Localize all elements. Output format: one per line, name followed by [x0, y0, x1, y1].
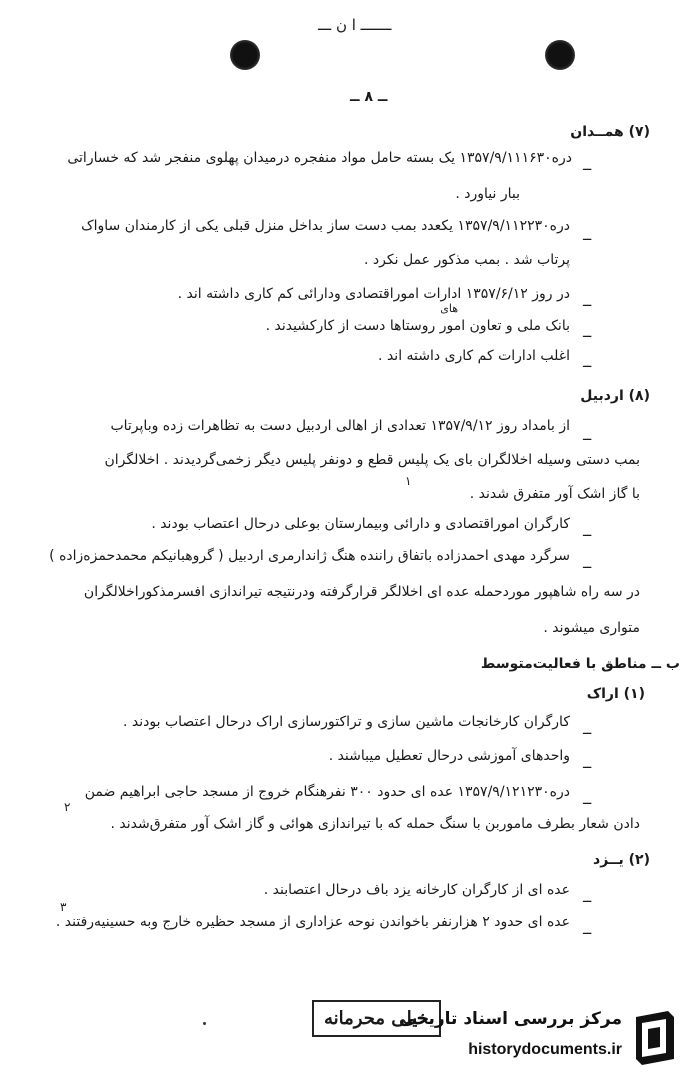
- watermark-text-en: historydocuments.ir: [468, 1041, 622, 1058]
- ardabil-item-3: سرگرد مهدی احمدزاده باتفاق راننده هنگ ژاندارمری اردبیل ( گروهبانیکم محمدحمزەزاده ): [49, 548, 570, 564]
- ardabil-item-1-cont: بمب دستی وسیله اخلالگران بای یک پلیس قطع و دونفر پلیس دیگر زخمی‌گردیدند . اخلالگران: [104, 452, 640, 468]
- page-number: ــ ۸ ــ: [350, 89, 388, 105]
- hamedan-item-2: درە۱۳۵۷/۹/۱۱۲۲۳۰ یکعدد بمب دست ساز بداخل منزل قبلی یکی از کارمندان ساواک: [81, 218, 570, 234]
- section-ardabil-heading: (۸) اردبیل: [580, 388, 650, 404]
- section-yazd-heading: (۲) یــزد: [593, 852, 650, 868]
- ardabil-item-1-cont2: با گاز اشک آور متفرق شدند .: [469, 486, 640, 502]
- bullet-dash: ــ: [583, 922, 592, 938]
- bullet-dash: ــ: [583, 428, 592, 444]
- yazd-item-1: عده ای از کارگران کارخانه یزد باف درحال اعتصابند .: [263, 882, 570, 898]
- ink-dot: [203, 1022, 206, 1025]
- bullet-dash: ــ: [583, 158, 592, 174]
- ardabil-item-3-cont2: متواری میشوند .: [543, 620, 640, 636]
- ardabil-item-1: از بامداد روز ۱۳۵۷/۹/۱۲ تعدادی از اهالی اردبیل دست به تظاهرات زده وباپرتاب: [110, 418, 570, 434]
- arak-item-3-cont: دادن شعار بطرف ماموربن با سنگ حمله که با تیراندازی هوائی و گاز اشک آور متفرق‌شدند .: [110, 816, 640, 832]
- section-b-heading: ب ــ مناطق با فعالیت‌متوسط: [480, 656, 680, 672]
- bullet-dash: ــ: [583, 556, 592, 572]
- arak-item-3: درە۱۳۵۷/۹/۱۲۱۲۳۰ عده ای حدود ۳۰۰ نفرهنگام خروج از مسجد حاجی ابراهیم ضمن: [84, 784, 570, 800]
- hamedan-item-4: بانک ملی و تعاون امور روستاها دست از کارکشیدند .: [265, 318, 570, 334]
- margin-note-1: ۱: [405, 474, 412, 488]
- archive-logo-icon: [628, 1007, 682, 1067]
- bullet-dash: ــ: [583, 294, 592, 310]
- hamedan-item-3: در روز ۱۳۵۷/۶/۱۲ ادارات اموراقتصادی ودارائی کم کاری داشته اند .: [177, 286, 570, 302]
- hamedan-item-1-cont: ببار نیاورد .: [455, 186, 520, 202]
- punch-hole-left: [230, 40, 260, 70]
- header-mark: ـــــــ ا ن ـــ: [318, 16, 392, 34]
- hamedan-item-5: اغلب ادارات کم کاری داشته اند .: [378, 348, 570, 364]
- margin-note-2: ۲: [64, 800, 71, 814]
- punch-hole-right: [545, 40, 575, 70]
- bullet-dash: ــ: [583, 325, 592, 341]
- margin-note-3: ۳: [60, 900, 67, 914]
- archive-watermark: [386, 1003, 686, 1073]
- bullet-dash: ــ: [583, 355, 592, 371]
- arak-item-1: کارگران کارخانجات ماشین سازی و تراکتورسازی اراک درحال اعتصاب بودند .: [123, 714, 570, 730]
- watermark-text-fa: مرکز بررسی اسناد تاریخی: [399, 1009, 622, 1029]
- bullet-dash: ــ: [583, 890, 592, 906]
- section-hamedan-heading: (۷) همــدان: [570, 124, 650, 140]
- bullet-dash: ــ: [583, 722, 592, 738]
- bullet-dash: ــ: [583, 792, 592, 808]
- ardabil-item-3-cont: در سه راه شاهپور موردحمله عده ای اخلالگر قرارگرفته ودرنتیجه تیراندازی افسرمذکوراخلالگران: [83, 584, 640, 600]
- ardabil-item-2: کارگران اموراقتصادی و دارائی وبیمارستان بوعلی درحال اعتصاب بودند .: [151, 516, 570, 532]
- section-arak-heading: (۱) اراک: [586, 686, 645, 702]
- hamedan-item-1: درە۱۳۵۷/۹/۱۱۱۶۳۰ یک بسته حامل مواد منفجره درمیدان پهلوی منفجر شد که خساراتی: [67, 150, 572, 166]
- bullet-dash: ــ: [583, 756, 592, 772]
- classification-stamp: خیلی محرمانه: [312, 1000, 441, 1037]
- bullet-dash: ــ: [583, 524, 592, 540]
- handwritten-insert: های: [440, 302, 458, 315]
- arak-item-2: واحدهای آموزشی درحال تعطیل میباشند .: [328, 748, 570, 764]
- yazd-item-2: عده ای حدود ۲ هزارنفر باخواندن نوحه عزاداری از مسجد حظیره خارج وبه حسینیەرفتند .: [55, 914, 570, 930]
- hamedan-item-2-cont: پرتاب شد . بمب مذکور عمل نکرد .: [364, 252, 570, 268]
- bullet-dash: ــ: [583, 228, 592, 244]
